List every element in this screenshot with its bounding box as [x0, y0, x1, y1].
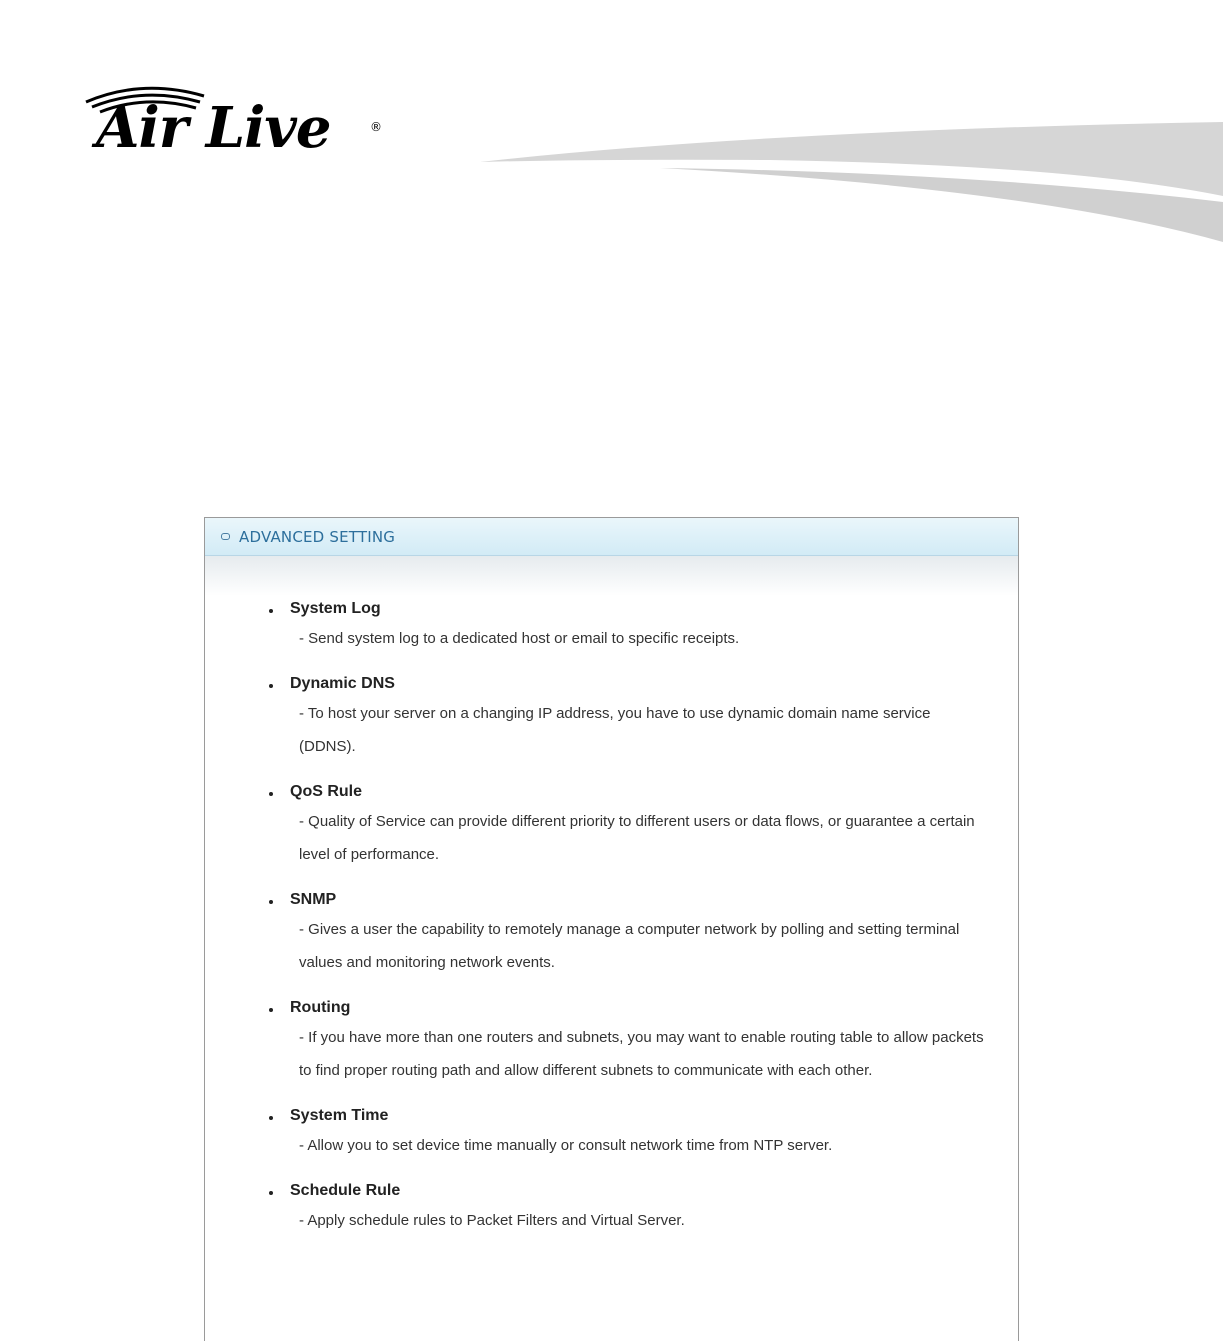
item-title[interactable]: SNMP — [290, 891, 337, 908]
list-item-routing — [205, 997, 1018, 1087]
settings-list — [205, 598, 1018, 1255]
item-description: - Gives a user the capability to remotely manage a computer network by polling and setting terminal values and monitoring network events. — [299, 921, 960, 971]
list-item-schedule-rule — [205, 1180, 1018, 1237]
bullet-icon — [269, 684, 273, 688]
panel-title: ADVANCED SETTING — [239, 527, 396, 546]
list-item-system-time — [205, 1105, 1018, 1162]
logo-wordmark: Air Live — [96, 95, 331, 161]
bullet-icon — [269, 1008, 273, 1012]
airlive-logo — [78, 80, 398, 180]
registered-mark: ® — [370, 120, 382, 134]
bullet-icon — [269, 609, 273, 613]
list-item-snmp — [205, 889, 1018, 979]
item-description: - Apply schedule rules to Packet Filters and Virtual Server. — [299, 1212, 685, 1229]
bullet-icon — [269, 900, 273, 904]
header-bullet-icon — [221, 533, 230, 540]
header-swoosh-graphic — [470, 110, 1223, 250]
bullet-icon — [269, 1191, 273, 1195]
item-description: - To host your server on a changing IP address, you have to use dynamic domain name service (DDNS). — [299, 705, 931, 755]
list-item-system-log — [205, 598, 1018, 655]
item-title[interactable]: Schedule Rule — [290, 1182, 401, 1199]
bullet-icon — [269, 1116, 273, 1120]
list-item-dynamic-dns — [205, 673, 1018, 763]
item-title[interactable]: QoS Rule — [290, 783, 363, 800]
item-title[interactable]: Routing — [290, 999, 351, 1016]
item-title[interactable]: Dynamic DNS — [290, 675, 395, 692]
item-description: - Send system log to a dedicated host or email to specific receipts. — [299, 630, 740, 647]
panel-header — [205, 518, 1018, 556]
item-title[interactable]: System Log — [290, 600, 381, 617]
advanced-setting-panel — [204, 517, 1019, 1341]
item-description: - Quality of Service can provide different priority to different users or data flows, or guarantee a certain level of performance. — [299, 813, 975, 863]
bullet-icon — [269, 792, 273, 796]
panel-shade — [205, 556, 1018, 596]
item-description: - If you have more than one routers and subnets, you may want to enable routing table to allow packets to find proper routing path and allow different subnets to communicate with each other. — [299, 1029, 984, 1079]
item-description: - Allow you to set device time manually or consult network time from NTP server. — [299, 1137, 833, 1154]
list-item-qos-rule — [205, 781, 1018, 871]
item-title[interactable]: System Time — [290, 1107, 389, 1124]
